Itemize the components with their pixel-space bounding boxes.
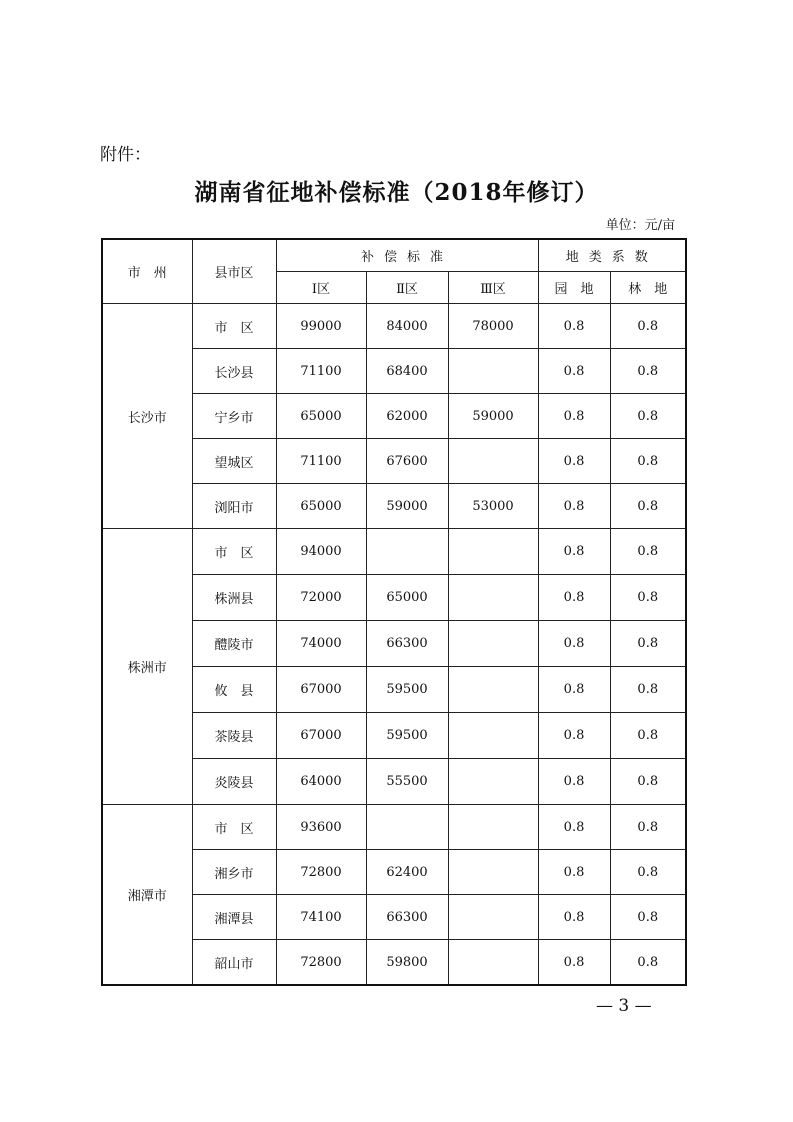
page-number: — 3 —	[596, 996, 652, 1016]
county-cell: 韶山市	[192, 940, 276, 986]
zone2-cell: 67600	[366, 439, 448, 484]
forest-cell: 0.8	[610, 713, 686, 759]
city-cell: 株洲市	[102, 529, 192, 805]
zone2-cell: 66300	[366, 621, 448, 667]
forest-cell: 0.8	[610, 304, 686, 349]
forest-cell: 0.8	[610, 621, 686, 667]
garden-cell: 0.8	[538, 575, 610, 621]
zone3-cell	[448, 349, 538, 394]
garden-cell: 0.8	[538, 759, 610, 805]
garden-cell: 0.8	[538, 805, 610, 850]
header-zone-3: Ⅲ区	[448, 272, 538, 304]
garden-cell: 0.8	[538, 621, 610, 667]
garden-cell: 0.8	[538, 304, 610, 349]
county-cell: 株洲县	[192, 575, 276, 621]
zone1-cell: 72800	[276, 850, 366, 895]
county-cell: 市 区	[192, 529, 276, 575]
header-county: 县市区	[192, 239, 276, 304]
forest-cell: 0.8	[610, 349, 686, 394]
zone3-cell	[448, 621, 538, 667]
forest-cell: 0.8	[610, 895, 686, 940]
garden-cell: 0.8	[538, 940, 610, 986]
zone2-cell: 62400	[366, 850, 448, 895]
county-cell: 湘乡市	[192, 850, 276, 895]
county-cell: 湘潭县	[192, 895, 276, 940]
zone2-cell: 66300	[366, 895, 448, 940]
county-cell: 市 区	[192, 304, 276, 349]
zone2-cell: 55500	[366, 759, 448, 805]
forest-cell: 0.8	[610, 850, 686, 895]
county-cell: 市 区	[192, 805, 276, 850]
zone2-cell: 68400	[366, 349, 448, 394]
garden-cell: 0.8	[538, 713, 610, 759]
garden-cell: 0.8	[538, 394, 610, 439]
forest-cell: 0.8	[610, 759, 686, 805]
zone1-cell: 71100	[276, 439, 366, 484]
zone3-cell	[448, 575, 538, 621]
annex-label: 附件：	[100, 145, 151, 165]
zone1-cell: 67000	[276, 667, 366, 713]
zone3-cell: 59000	[448, 394, 538, 439]
garden-cell: 0.8	[538, 667, 610, 713]
county-cell: 宁乡市	[192, 394, 276, 439]
forest-cell: 0.8	[610, 575, 686, 621]
header-zone-1: Ⅰ区	[276, 272, 366, 304]
county-cell: 长沙县	[192, 349, 276, 394]
garden-cell: 0.8	[538, 850, 610, 895]
zone3-cell	[448, 759, 538, 805]
county-cell: 浏阳市	[192, 484, 276, 529]
garden-cell: 0.8	[538, 349, 610, 394]
county-cell: 醴陵市	[192, 621, 276, 667]
zone1-cell: 93600	[276, 805, 366, 850]
zone1-cell: 74100	[276, 895, 366, 940]
forest-cell: 0.8	[610, 529, 686, 575]
county-cell: 茶陵县	[192, 713, 276, 759]
compensation-table	[101, 238, 687, 986]
header-coefficient: 地类系数	[538, 239, 686, 272]
zone2-cell: 59800	[366, 940, 448, 986]
zone3-cell	[448, 529, 538, 575]
header-zone-2: Ⅱ区	[366, 272, 448, 304]
zone1-cell: 65000	[276, 394, 366, 439]
table-row	[102, 805, 686, 850]
zone3-cell	[448, 439, 538, 484]
header-garden: 园 地	[538, 272, 610, 304]
unit-label: 单位：元/亩	[605, 218, 675, 233]
county-cell: 攸 县	[192, 667, 276, 713]
document-title: 湖南省征地补偿标准（2018年修订）	[194, 179, 599, 206]
forest-cell: 0.8	[610, 394, 686, 439]
zone1-cell: 99000	[276, 304, 366, 349]
zone1-cell: 94000	[276, 529, 366, 575]
garden-cell: 0.8	[538, 529, 610, 575]
forest-cell: 0.8	[610, 667, 686, 713]
zone3-cell	[448, 667, 538, 713]
zone2-cell: 59000	[366, 484, 448, 529]
zone3-cell: 78000	[448, 304, 538, 349]
forest-cell: 0.8	[610, 805, 686, 850]
zone1-cell: 64000	[276, 759, 366, 805]
zone1-cell: 72000	[276, 575, 366, 621]
zone1-cell: 72800	[276, 940, 366, 986]
city-cell: 长沙市	[102, 304, 192, 529]
forest-cell: 0.8	[610, 484, 686, 529]
garden-cell: 0.8	[538, 895, 610, 940]
zone3-cell	[448, 895, 538, 940]
zone3-cell	[448, 940, 538, 986]
county-cell: 炎陵县	[192, 759, 276, 805]
forest-cell: 0.8	[610, 940, 686, 986]
forest-cell: 0.8	[610, 439, 686, 484]
zone3-cell	[448, 850, 538, 895]
table-row	[102, 529, 686, 575]
zone2-cell: 84000	[366, 304, 448, 349]
zone2-cell: 59500	[366, 667, 448, 713]
zone2-cell	[366, 805, 448, 850]
zone2-cell: 59500	[366, 713, 448, 759]
zone3-cell	[448, 713, 538, 759]
zone1-cell: 67000	[276, 713, 366, 759]
garden-cell: 0.8	[538, 439, 610, 484]
header-city: 市 州	[102, 239, 192, 304]
zone1-cell: 65000	[276, 484, 366, 529]
header-compensation: 补偿标准	[276, 239, 538, 272]
city-cell: 湘潭市	[102, 805, 192, 986]
zone1-cell: 71100	[276, 349, 366, 394]
zone2-cell: 62000	[366, 394, 448, 439]
zone3-cell: 53000	[448, 484, 538, 529]
garden-cell: 0.8	[538, 484, 610, 529]
zone2-cell	[366, 529, 448, 575]
zone2-cell: 65000	[366, 575, 448, 621]
header-forest: 林 地	[610, 272, 686, 304]
county-cell: 望城区	[192, 439, 276, 484]
zone3-cell	[448, 805, 538, 850]
table-row	[102, 304, 686, 349]
zone1-cell: 74000	[276, 621, 366, 667]
